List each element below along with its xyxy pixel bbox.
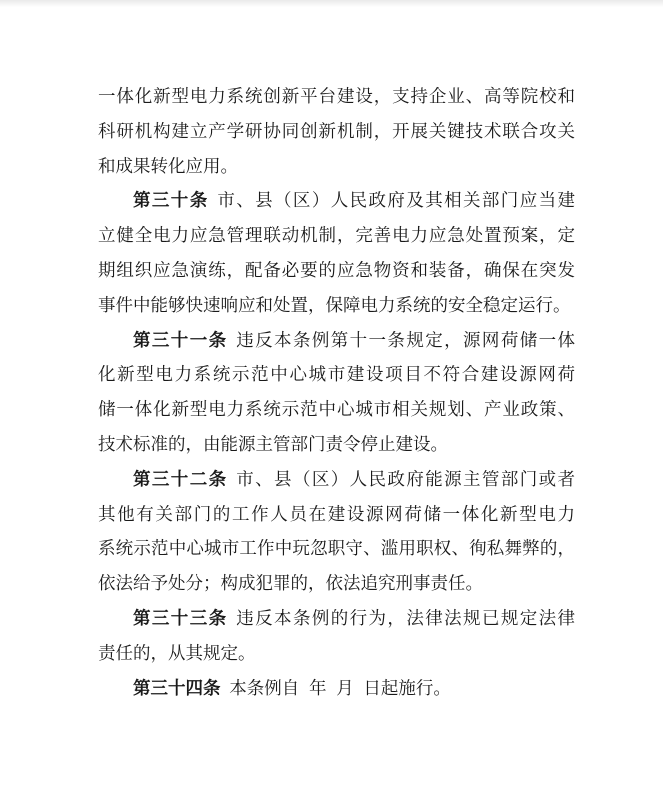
paragraph [98,601,575,671]
text-segment: 本条例自 年 月 日起施行。 [229,677,451,698]
text-line [98,218,575,253]
text-line [98,566,575,601]
paragraph [98,462,575,601]
text-segment: 技术标准的，由能源主管部门责令停止建设。 [98,433,448,454]
text-line [98,79,575,114]
text-line [98,392,575,427]
text-segment: 期组织应急演练，配备必要的应急物资和装备，确保在突发 [98,259,575,280]
article-number: 第三十四条 [133,677,221,698]
paragraph [98,671,575,706]
text-line [98,636,575,671]
text-segment: 科研机构建立产学研协同创新机制，开展关键技术联合攻关 [98,120,575,141]
text-segment: 一体化新型电力系统创新平台建设，支持企业、高等院校和 [98,86,575,106]
text-segment: 储一体化新型电力系统示范中心城市相关规划、产业政策、 [98,399,575,420]
text-segment: 化新型电力系统示范中心城市建设项目不符合建设源网荷 [98,364,575,385]
paragraph [98,183,575,322]
paragraph [98,323,575,462]
article-number: 第三十三条 [133,607,228,628]
text-segment: 和成果转化应用。 [98,155,238,176]
text-segment: 系统示范中心城市工作中玩忽职守、滥用职权、徇私舞弊的， [98,538,575,559]
text-line [98,253,575,288]
text-line [98,497,575,532]
text-line [98,671,575,706]
document-body [98,79,575,705]
text-line [98,323,575,358]
text-segment: 其他有关部门的工作人员在建设源网荷储一体化新型电力 [98,503,575,524]
text-line [98,462,575,497]
text-segment: 市、县（区）人民政府及其相关部门应当建 [217,190,576,211]
text-segment: 违反本条例第十一条规定，源网荷储一体 [236,329,576,350]
text-line [98,183,575,218]
text-segment: 立健全电力应急管理联动机制，完善电力应急处置预案，定 [98,225,575,246]
text-line [98,114,575,149]
article-number: 第三十一条 [133,329,228,350]
paragraph [98,79,575,183]
text-line [98,427,575,462]
text-line [98,288,575,323]
text-line [98,531,575,566]
text-segment: 责任的，从其规定。 [98,642,256,663]
text-segment: 依法给予处分；构成犯罪的，依法追究刑事责任。 [98,573,483,594]
article-number: 第三十条 [133,190,209,211]
text-line [98,601,575,636]
page-top-shadow [0,0,663,7]
article-number: 第三十二条 [133,468,228,489]
text-segment: 违反本条例的行为，法律法规已规定法律 [236,607,576,628]
text-line [98,357,575,392]
text-segment: 事件中能够快速响应和处置，保障电力系统的安全稳定运行。 [98,294,571,315]
text-segment: 市、县（区）人民政府能源主管部门或者 [236,468,576,489]
text-line [98,149,575,184]
